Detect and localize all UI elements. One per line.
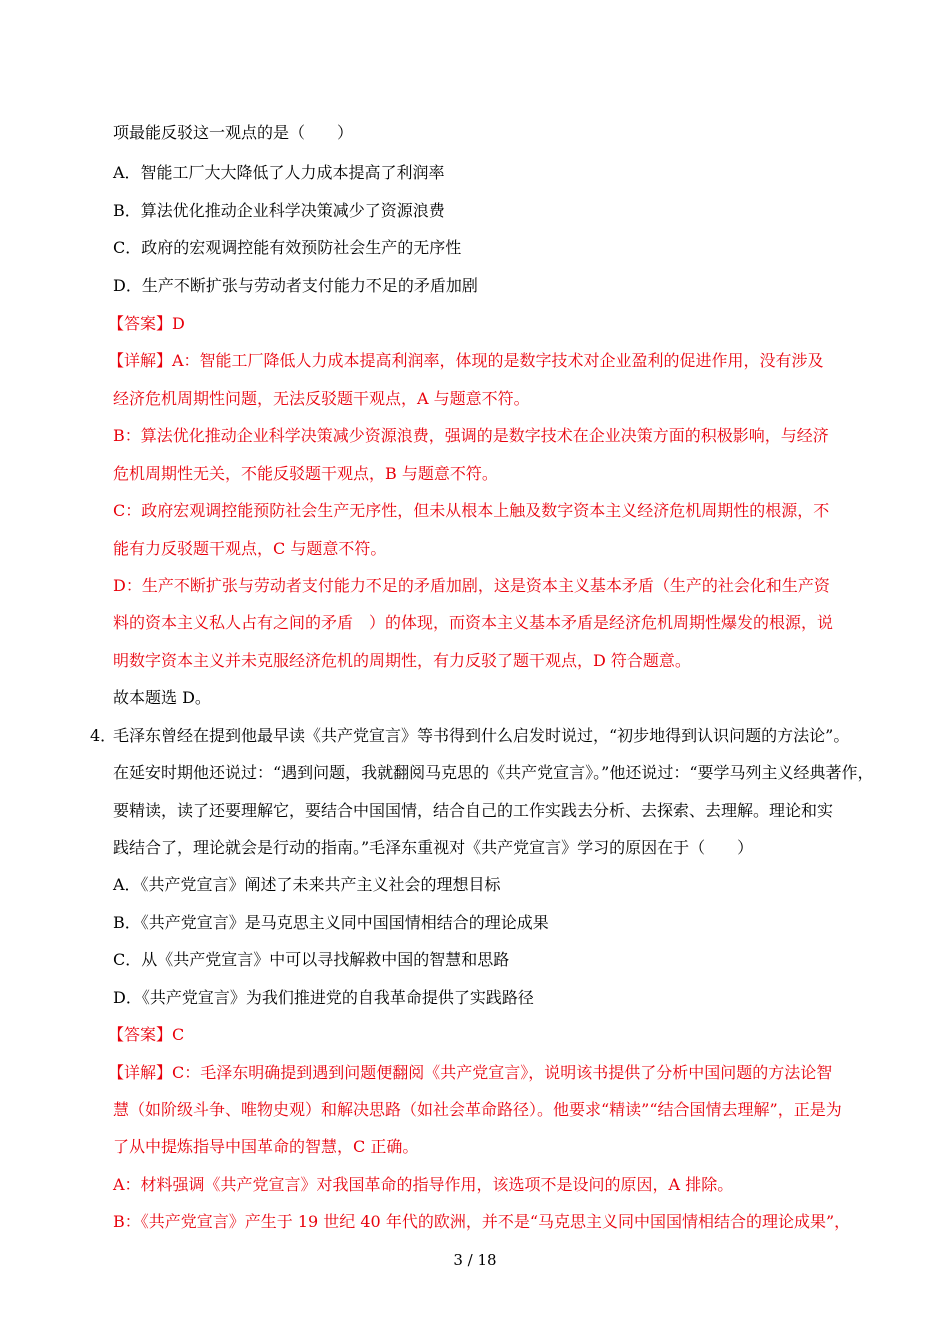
q4-explanation-line: 慧（如阶级斗争、唯物史观）和解决思路（如社会革命路径）。他要求“精读”“结合国情去理解”，正是为 bbox=[113, 1100, 842, 1119]
q3-explanation-line: 能有力反驳题干观点，C 与题意不符。 bbox=[113, 539, 387, 558]
q3-explanation-line: 明数字资本主义并未克服经济危机的周期性，有力反驳了题干观点，D 符合题意。 bbox=[113, 651, 691, 670]
q3-explanation-line: 料的资本主义私人占有之间的矛盾 ）的体现，而资本主义基本矛盾是经济危机周期性爆发的根源，说 bbox=[113, 613, 834, 632]
q3-explanation-line: C：政府宏观调控能预防社会生产无序性，但未从根本上触及数字资本主义经济危机周期性的根源，不 bbox=[113, 501, 830, 520]
q3-explanation-line: D：生产不断扩张与劳动者支付能力不足的矛盾加剧，这是资本主义基本矛盾（生产的社会化和生产资 bbox=[113, 576, 830, 595]
q3-option-c: C．政府的宏观调控能有效预防社会生产的无序性 bbox=[113, 238, 462, 257]
q3-stem-tail: 项最能反驳这一观点的是（ ） bbox=[113, 123, 354, 142]
q4-explanation-line: 【详解】C：毛泽东明确提到遇到问题便翻阅《共产党宣言》，说明该书提供了分析中国问题的方法论智 bbox=[108, 1063, 833, 1082]
q4-stem-line: 毛泽东曾经在提到他最早读《共产党宣言》等书得到什么启发时说过，“初步地得到认识问题的方法论”。 bbox=[113, 726, 850, 745]
q3-option-a: A．智能工厂大大降低了人力成本提高了利润率 bbox=[113, 163, 445, 182]
q4-explanation-line: A：材料强调《共产党宣言》对我国革命的指导作用，该选项不是设问的原因，A 排除。 bbox=[113, 1175, 734, 1194]
q4-stem-line: 在延安时期他还说过：“遇到问题，我就翻阅马克思的《共产党宣言》。”他还说过：“要学马列主义经典著作， bbox=[113, 763, 874, 782]
page-number: 3 / 18 bbox=[453, 1251, 497, 1269]
q3-option-b: B．算法优化推动企业科学决策减少了资源浪费 bbox=[113, 201, 445, 220]
q3-explanation-line: 经济危机周期性问题，无法反驳题干观点，A 与题意不符。 bbox=[113, 389, 530, 408]
q3-conclusion: 故本题选 D。 bbox=[113, 688, 211, 707]
q4-option-c: C．从《共产党宣言》中可以寻找解救中国的智慧和思路 bbox=[113, 950, 510, 969]
q4-explanation-line: 了从中提炼指导中国革命的智慧，C 正确。 bbox=[113, 1137, 419, 1156]
q3-explanation-line: B：算法优化推动企业科学决策减少资源浪费，强调的是数字技术在企业决策方面的积极影响，与经济 bbox=[113, 426, 829, 445]
q4-explanation-line: B：《共产党宣言》产生于 19 世纪 40 年代的欧洲，并不是“马克思主义同中国国情相结合的理论成果”， bbox=[113, 1212, 851, 1231]
q3-explanation-line: 【详解】A：智能工厂降低人力成本提高利润率，体现的是数字技术对企业盈利的促进作用，没有涉及 bbox=[108, 351, 824, 370]
q3-option-d: D．生产不断扩张与劳动者支付能力不足的矛盾加剧 bbox=[113, 276, 478, 295]
q3-explanation-line: 危机周期性无关，不能反驳题干观点，B 与题意不符。 bbox=[113, 464, 498, 483]
q4-option-d: D．《共产党宣言》为我们推进党的自我革命提供了实践路径 bbox=[113, 988, 534, 1007]
q3-answer: 【答案】D bbox=[108, 314, 185, 333]
q4-answer: 【答案】C bbox=[108, 1025, 185, 1044]
q4-option-b: B．《共产党宣言》是马克思主义同中国国情相结合的理论成果 bbox=[113, 913, 549, 932]
q4-stem-line: 践结合了，理论就会是行动的指南。”毛泽东重视对《共产党宣言》学习的原因在于（ ） bbox=[113, 838, 754, 857]
q4-number: 4． bbox=[90, 726, 117, 745]
q4-stem-line: 要精读，读了还要理解它，要结合中国国情，结合自己的工作实践去分析、去探索、去理解。理论和实 bbox=[113, 801, 834, 820]
q4-option-a: A．《共产党宣言》阐述了未来共产主义社会的理想目标 bbox=[113, 875, 501, 894]
